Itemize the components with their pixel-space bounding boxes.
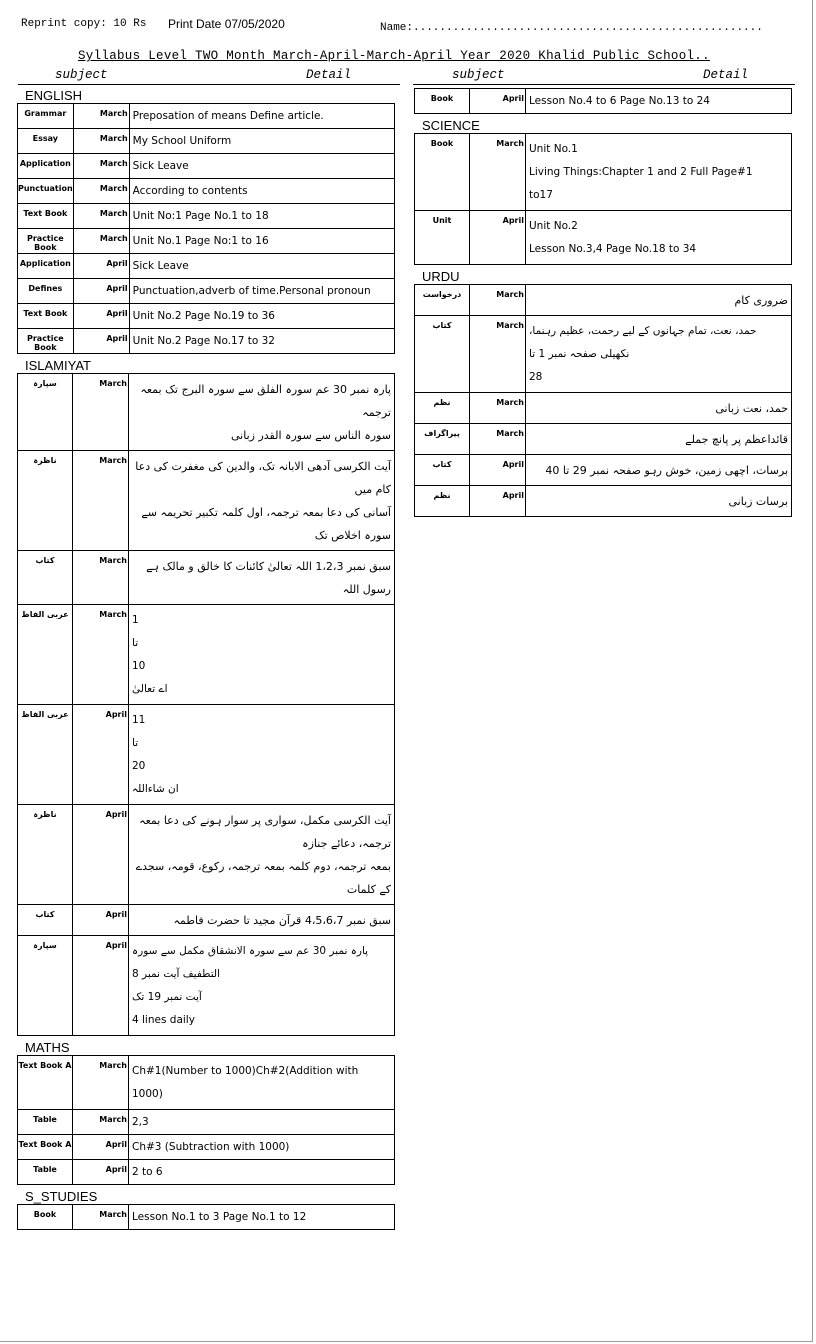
detail-line: پارہ نمبر 30 عم سورہ الفلق سے سورہ البرج تک بمعہ ترجمہ <box>140 383 391 419</box>
month-cell: April <box>73 304 129 329</box>
detail-cell <box>526 486 792 517</box>
right-column <box>413 84 793 517</box>
month-cell: March <box>73 1110 129 1135</box>
subject-cell: Unit <box>415 211 470 265</box>
detail-line: Unit No:1 Page No.1 to 18 <box>132 210 269 222</box>
table-row <box>18 905 395 936</box>
table-row <box>18 304 395 329</box>
table-row <box>18 104 395 129</box>
detail-cell <box>526 424 792 455</box>
detail-cell <box>526 285 792 316</box>
detail-line: سبق نمبر 1،2،3 اللہ تعالیٰ کائنات کا خالق و مالک ہے رسول اللہ <box>146 560 391 596</box>
detail-cell <box>129 254 394 279</box>
month-cell: March <box>73 451 129 551</box>
subject-cell: Text Book A <box>18 1135 73 1160</box>
detail-line: ضروری کام <box>734 294 788 307</box>
detail-cell <box>526 134 792 211</box>
col-header-detail-left: Detail <box>306 68 352 82</box>
detail-cell <box>129 279 394 304</box>
col-header-subject-right: subject <box>452 68 505 82</box>
syllabus-table <box>17 1204 395 1230</box>
detail-line: Sick Leave <box>132 260 189 272</box>
table-row <box>18 1110 395 1135</box>
table-row <box>18 279 395 304</box>
table-row <box>18 936 395 1036</box>
subject-cell: نظم <box>415 393 470 424</box>
month-cell: March <box>73 605 129 705</box>
detail-line: پارہ نمبر 30 عم سے سورہ الانشقاق مکمل سے سورہ التطفیف آیت نمبر 8 <box>132 945 369 980</box>
table-row <box>18 1160 395 1185</box>
subject-cell: درخواست <box>415 285 470 316</box>
table-row <box>18 605 395 705</box>
month-cell: April <box>73 936 129 1036</box>
table-row <box>415 89 792 114</box>
month-cell: March <box>73 229 129 254</box>
detail-line: قائداعظم پر پانچ جملے <box>685 433 788 446</box>
col-header-detail-right: Detail <box>703 68 749 82</box>
subject-cell: Book <box>18 1205 73 1230</box>
subject-cell: Practice Book <box>18 329 74 354</box>
subject-cell: ناظرہ <box>18 451 73 551</box>
month-cell: March <box>73 551 129 605</box>
detail-line: According to contents <box>132 185 248 197</box>
subject-cell: کتاب <box>415 316 470 393</box>
subject-cell: Text Book <box>18 204 74 229</box>
subject-cell: عربی الفاظ <box>18 605 73 705</box>
syllabus-table <box>17 103 395 354</box>
detail-cell <box>129 705 395 805</box>
detail-cell <box>129 129 394 154</box>
table-row <box>18 1056 395 1110</box>
month-cell: March <box>73 374 129 451</box>
month-cell: March <box>470 393 526 424</box>
detail-line: Sick Leave <box>132 160 189 172</box>
syllabus-table <box>17 373 395 1036</box>
detail-cell <box>526 393 792 424</box>
detail-line: Lesson No.1 to 3 Page No.1 to 12 <box>132 1211 307 1223</box>
table-row <box>415 316 792 393</box>
table-row <box>18 179 395 204</box>
month-cell: April <box>73 705 129 805</box>
table-row <box>18 1135 395 1160</box>
syllabus-table <box>414 133 792 265</box>
section-title: S_STUDIES <box>25 1189 98 1204</box>
section-title: SCIENCE <box>422 118 480 133</box>
table-row <box>18 204 395 229</box>
reprint-note: Reprint copy: 10 Rs <box>21 18 147 30</box>
table-row <box>415 134 792 211</box>
detail-line: ان شاءاللہ <box>132 783 179 795</box>
detail-line: 2 to 6 <box>132 1166 163 1178</box>
detail-line: تا <box>132 737 139 749</box>
table-row <box>18 154 395 179</box>
subject-cell: Defines <box>18 279 74 304</box>
detail-line: to17 <box>529 189 553 201</box>
detail-line: 11 <box>132 714 146 726</box>
detail-cell <box>129 551 395 605</box>
month-cell: April <box>470 486 526 517</box>
table-row <box>415 486 792 517</box>
detail-line: برسات زبانی <box>728 495 788 508</box>
detail-cell <box>129 605 395 705</box>
detail-line: My School Uniform <box>132 135 232 147</box>
detail-line: Preposation of means Define article. <box>132 110 324 122</box>
month-cell: March <box>470 316 526 393</box>
table-row <box>18 705 395 805</box>
subject-cell: سپارہ <box>18 374 73 451</box>
syllabus-table <box>414 88 792 114</box>
name-field: Name:..................................................... <box>380 22 763 34</box>
table-row <box>18 374 395 451</box>
detail-line: سورہ الناس سے سورہ القدر زبانی <box>231 429 391 442</box>
detail-line: حمد، نعت زبانی <box>715 402 788 415</box>
month-cell: March <box>470 285 526 316</box>
month-cell: April <box>470 89 526 114</box>
month-cell: April <box>73 254 129 279</box>
month-cell: April <box>73 329 129 354</box>
detail-line: Lesson No.3,4 Page No.18 to 34 <box>529 243 697 255</box>
detail-line: 2,3 <box>132 1116 149 1128</box>
subject-cell: Practice Book <box>18 229 74 254</box>
detail-line: برسات، اچھی زمین، خوش رہو صفحہ نمبر 29 تا 40 <box>545 464 788 477</box>
detail-line: Unit No.2 Page No.17 to 32 <box>132 335 275 347</box>
page-title: Syllabus Level TWO Month March-April-March-April Year 2020 Khalid Public School.. <box>78 49 710 63</box>
subject-cell: ناظرہ <box>18 805 73 905</box>
month-cell: April <box>73 279 129 304</box>
detail-cell <box>129 1160 395 1185</box>
detail-cell <box>129 1205 395 1230</box>
table-row <box>415 455 792 486</box>
detail-cell <box>129 229 394 254</box>
month-cell: March <box>73 104 129 129</box>
detail-cell <box>129 1056 395 1110</box>
subject-cell: Application <box>18 154 74 179</box>
detail-cell <box>526 316 792 393</box>
detail-cell <box>129 304 394 329</box>
table-row <box>415 393 792 424</box>
detail-line: 1 <box>132 614 139 626</box>
subject-cell: پیراگراف <box>415 424 470 455</box>
subject-cell: Text Book <box>18 304 74 329</box>
table-row <box>18 451 395 551</box>
detail-cell <box>129 805 395 905</box>
subject-cell: عربی الفاظ <box>18 705 73 805</box>
detail-line: 20 <box>132 760 146 772</box>
detail-line: Punctuation,adverb of time.Personal pronoun <box>132 285 371 297</box>
subject-cell: Book <box>415 134 470 211</box>
table-row <box>18 329 395 354</box>
table-row <box>415 424 792 455</box>
section-title: URDU <box>422 269 460 284</box>
month-cell: March <box>73 1205 129 1230</box>
detail-line: Unit No.1 Page No:1 to 16 <box>132 235 269 247</box>
detail-cell <box>129 179 394 204</box>
subject-cell: Table <box>18 1160 73 1185</box>
table-row <box>18 805 395 905</box>
subject-cell: کتاب <box>415 455 470 486</box>
subject-cell: کتاب <box>18 551 73 605</box>
left-column <box>16 84 396 1230</box>
col-header-subject-left: subject <box>55 68 108 82</box>
detail-cell <box>526 211 792 265</box>
detail-cell <box>129 204 394 229</box>
month-cell: April <box>470 455 526 486</box>
detail-cell <box>129 154 394 179</box>
syllabus-table <box>414 284 792 517</box>
detail-cell <box>526 89 792 114</box>
detail-cell <box>129 451 395 551</box>
subject-cell: Table <box>18 1110 73 1135</box>
subject-cell: Book <box>415 89 470 114</box>
detail-line: Unit No.2 <box>529 220 578 232</box>
detail-line: آیت الکرسی آدھی الابانہ تک، والدین کی مغفرت کی دعا کام میں <box>135 460 391 496</box>
section-title: ENGLISH <box>25 88 83 103</box>
detail-line: آیت الکرسی مکمل، سواری پر سوار ہونے کی دعا بمعہ ترجمہ، دعائے جنازہ <box>139 814 391 850</box>
syllabus-table <box>17 1055 395 1185</box>
detail-line: آسانی کی دعا بمعہ ترجمہ، اول کلمہ تکبیر تحریمہ سے سورہ اخلاص تک <box>141 506 391 542</box>
detail-line: Lesson No.4 to 6 Page No.13 to 24 <box>529 95 710 107</box>
subject-cell: Application <box>18 254 74 279</box>
table-row <box>18 129 395 154</box>
detail-line: 10 <box>132 660 146 672</box>
detail-cell <box>526 455 792 486</box>
month-cell: April <box>73 805 129 905</box>
detail-cell <box>129 1135 395 1160</box>
detail-line: Living Things:Chapter 1 and 2 Full Page#1 <box>529 166 753 178</box>
detail-cell <box>129 374 395 451</box>
table-row <box>415 285 792 316</box>
detail-line: 28 <box>529 371 543 383</box>
subject-cell: Text Book A <box>18 1056 73 1110</box>
detail-cell <box>129 329 394 354</box>
detail-line: حمد، نعت، تمام جہانوں کے لیے رحمت، عظیم رہنما، نکھیلی صفحہ نمبر 1 تا <box>529 325 757 360</box>
month-cell: March <box>470 134 526 211</box>
detail-line: Ch#1(Number to 1000)Ch#2(Addition with <box>132 1065 359 1077</box>
print-date: Print Date 07/05/2020 <box>168 17 285 31</box>
month-cell: April <box>73 1135 129 1160</box>
detail-cell <box>129 1110 395 1135</box>
month-cell: March <box>73 204 129 229</box>
table-row <box>415 211 792 265</box>
table-row <box>18 1205 395 1230</box>
month-cell: April <box>73 905 129 936</box>
detail-cell <box>129 936 395 1036</box>
section-title: ISLAMIYAT <box>25 358 91 373</box>
subject-cell: نظم <box>415 486 470 517</box>
subject-cell: Essay <box>18 129 74 154</box>
detail-cell <box>129 104 394 129</box>
detail-line: سبق نمبر 4،5،6،7 قرآن مجید تا حضرت فاطمہ <box>173 914 391 927</box>
detail-line: تا <box>132 637 139 649</box>
detail-line: بمعہ ترجمہ، دوم کلمہ بمعہ ترجمہ، رکوع، قومہ، سجدے کے کلمات <box>135 860 391 896</box>
month-cell: March <box>73 154 129 179</box>
month-cell: March <box>470 424 526 455</box>
table-row <box>18 551 395 605</box>
detail-line: آیت نمبر 19 تک <box>132 991 202 1003</box>
month-cell: March <box>73 1056 129 1110</box>
table-row <box>18 229 395 254</box>
month-cell: April <box>73 1160 129 1185</box>
detail-line: 4 lines daily <box>132 1014 195 1026</box>
detail-line: اے تعالیٰ <box>132 683 168 695</box>
table-row <box>18 254 395 279</box>
detail-line: Ch#3 (Subtraction with 1000) <box>132 1141 290 1153</box>
section-title: MATHS <box>25 1040 70 1055</box>
month-cell: March <box>73 129 129 154</box>
subject-cell: کتاب <box>18 905 73 936</box>
detail-line: 1000) <box>132 1088 163 1100</box>
subject-cell: Grammar <box>18 104 74 129</box>
subject-cell: Punctuation <box>18 179 74 204</box>
detail-cell <box>129 905 395 936</box>
month-cell: April <box>470 211 526 265</box>
subject-cell: سپارہ <box>18 936 73 1036</box>
detail-line: Unit No.2 Page No.19 to 36 <box>132 310 275 322</box>
detail-line: Unit No.1 <box>529 143 578 155</box>
month-cell: March <box>73 179 129 204</box>
